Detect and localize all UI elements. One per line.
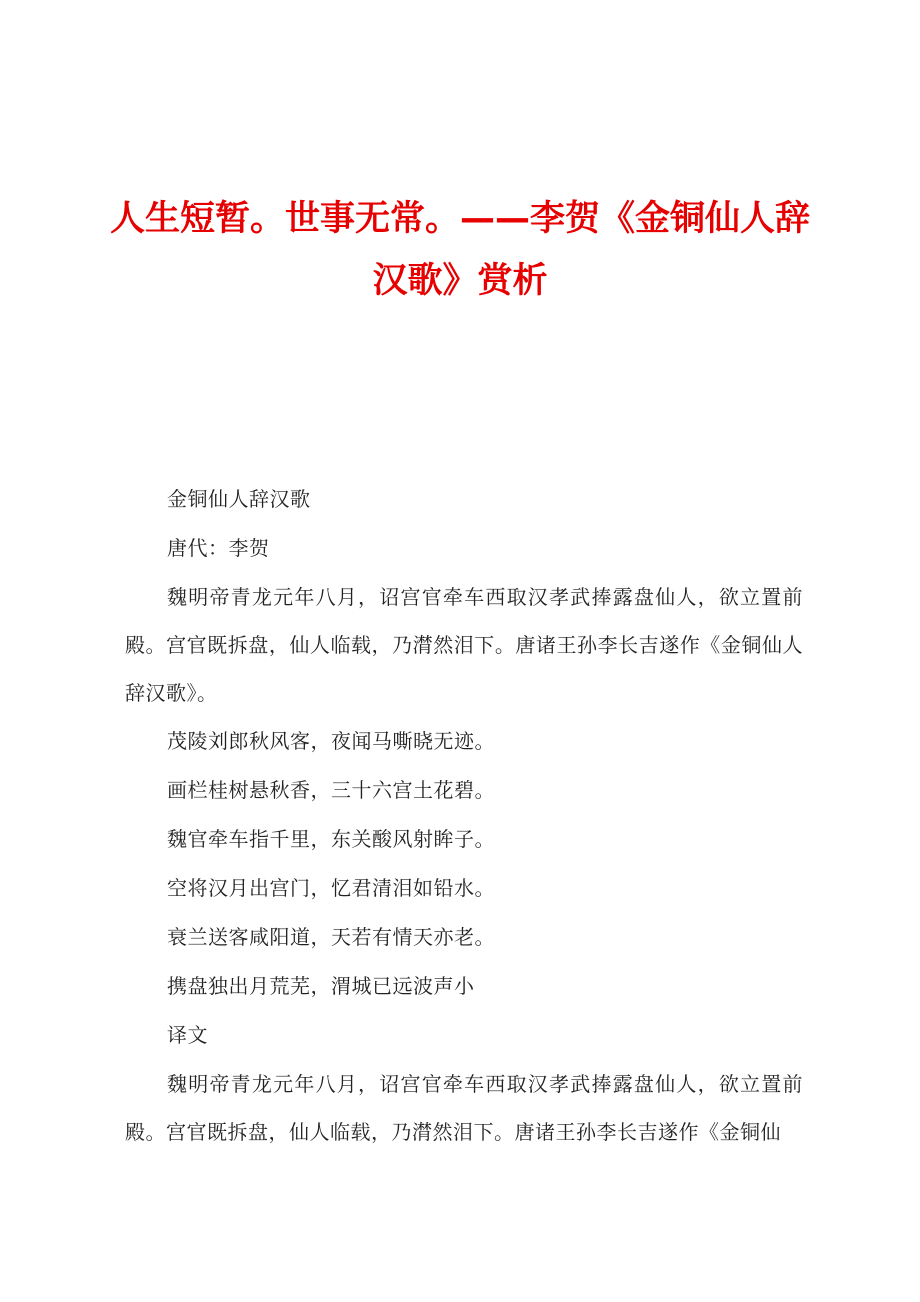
poem-title: 金铜仙人辞汉歌	[167, 487, 311, 511]
translation-paragraph: 魏明帝青龙元年八月，诏宫官牵车西取汉孝武捧露盘仙人，欲立置前殿。宫官既拆盘，仙人临载，乃潸然泪下。唐诸王孙李长吉遂作《金铜仙	[125, 1072, 803, 1144]
verse-line: 衰兰送客咸阳道，天若有情天亦老。	[167, 925, 495, 949]
preface-paragraph: 魏明帝青龙元年八月，诏宫官牵车西取汉孝武捧露盘仙人，欲立置前殿。宫官既拆盘，仙人临载，乃潸然泪下。唐诸王孙李长吉遂作《金铜仙人辞汉歌》。	[125, 585, 803, 705]
verse-line: 茂陵刘郎秋风客，夜闻马嘶晓无迹。	[167, 729, 495, 753]
author-line: 唐代：李贺	[167, 536, 270, 560]
document-body	[125, 475, 803, 1156]
verse-line: 画栏桂树悬秋香，三十六宫土花碧。	[167, 778, 495, 802]
page-title: 人生短暂。世事无常。——李贺《金铜仙人辞汉歌》赏析	[110, 199, 811, 301]
translation-heading: 译文	[167, 1023, 208, 1047]
verse-line: 携盘独出月荒芜，渭城已远波声小	[167, 974, 475, 998]
verse-line: 空将汉月出宫门，忆君清泪如铅水。	[167, 876, 495, 900]
verse-line: 魏官牵车指千里，东关酸风射眸子。	[167, 827, 495, 851]
